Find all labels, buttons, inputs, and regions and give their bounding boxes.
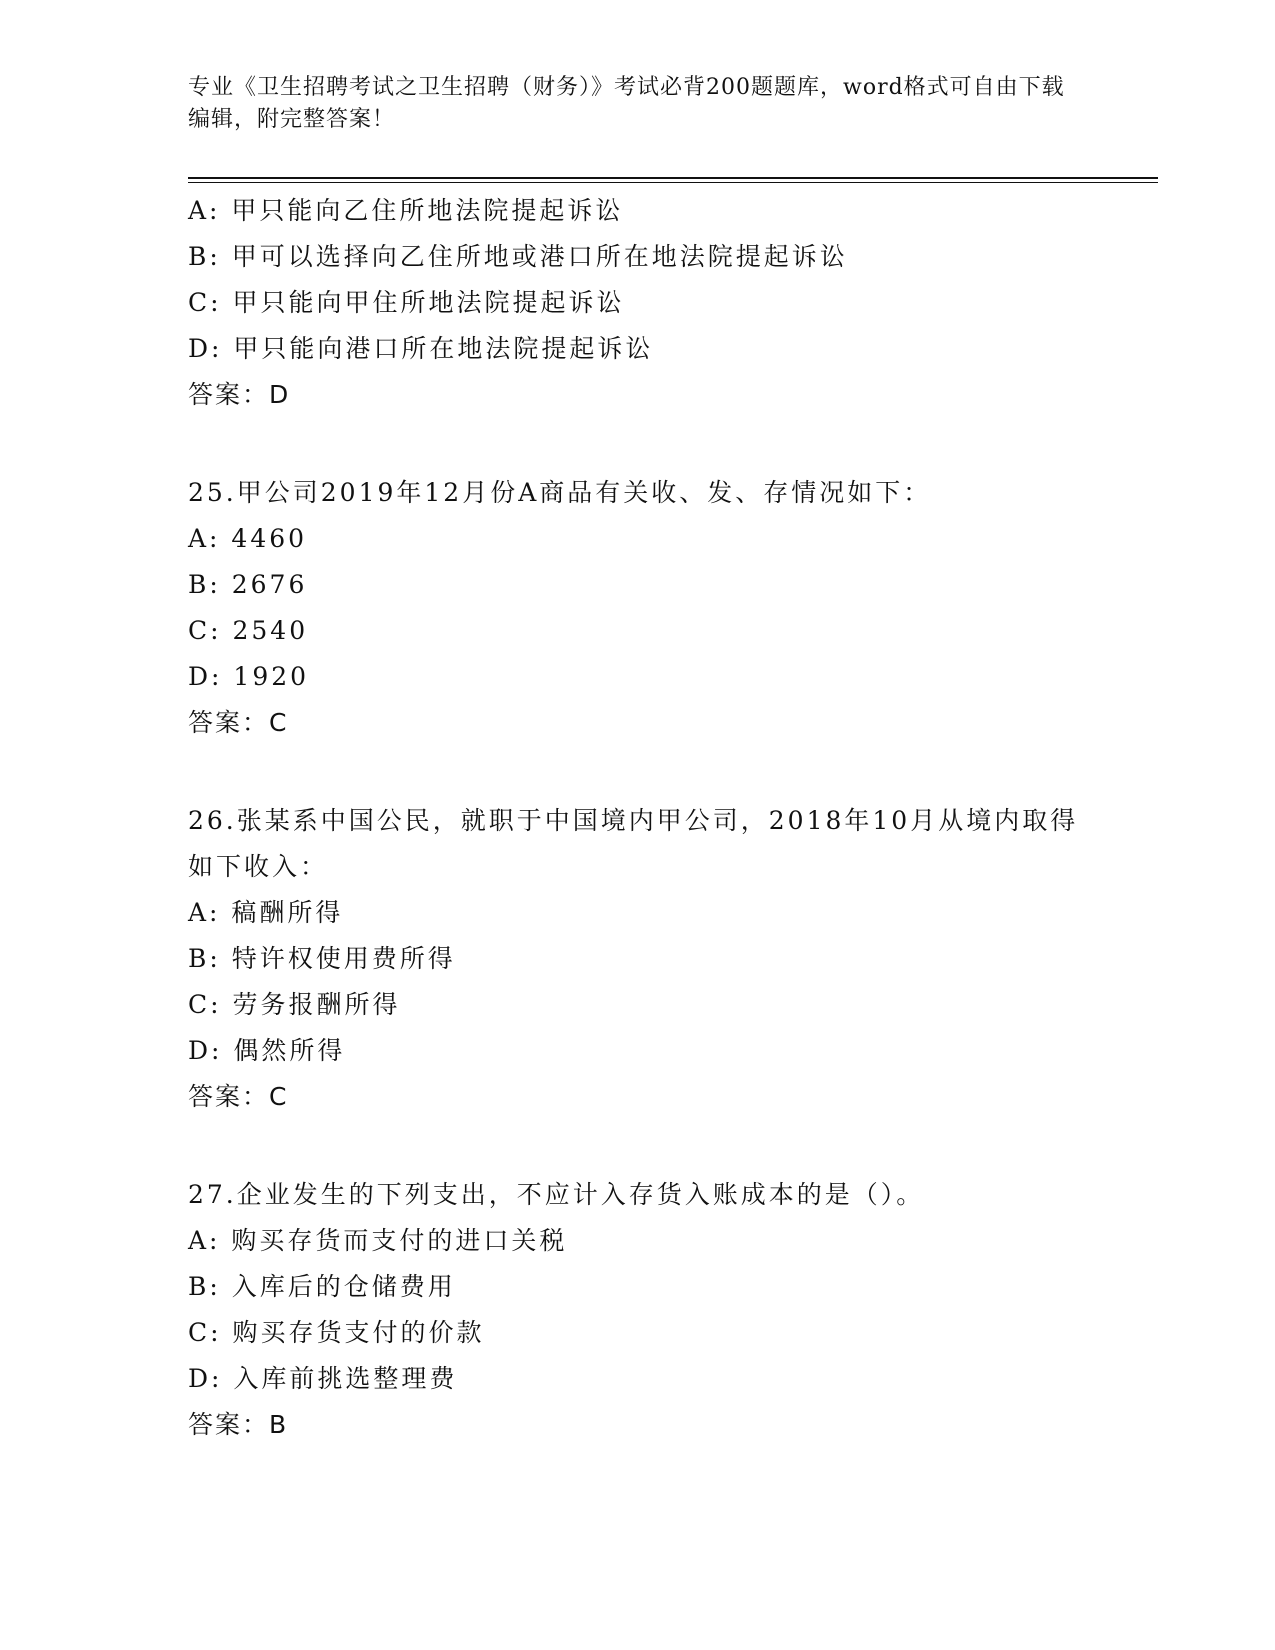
- question-text: 26.张某系中国公民，就职于中国境内甲公司，2018年10月从境内取得如下收入：: [188, 806, 1079, 881]
- option-a: A: 甲只能向乙住所地法院提起诉讼: [188, 196, 624, 225]
- option-b: B: 2676: [188, 570, 308, 599]
- question-list: [188, 188, 1088, 1448]
- answer-line: 答案：B: [188, 1410, 289, 1439]
- document-header: 专业《卫生招聘考试之卫生招聘（财务）》考试必背200题题库，word格式可自由下载编辑，附完整答案！: [188, 75, 1065, 132]
- block-spacer: [188, 418, 1088, 470]
- option-d: D: 入库前挑选整理费: [188, 1364, 458, 1393]
- question-block-26: [188, 798, 1088, 1120]
- answer-line: 答案：C: [188, 708, 289, 737]
- option-a: A: 稿酬所得: [188, 898, 344, 927]
- question-block-24: [188, 188, 1088, 418]
- question-block-25: [188, 470, 1088, 746]
- option-c: C: 2540: [188, 616, 309, 645]
- block-spacer: [188, 746, 1088, 798]
- answer-line: 答案：C: [188, 1082, 289, 1111]
- question-text: 25.甲公司2019年12月份A商品有关收、发、存情况如下：: [188, 478, 932, 507]
- question-text: 27.企业发生的下列支出，不应计入存货入账成本的是（）。: [188, 1180, 925, 1209]
- option-d: D: 甲只能向港口所在地法院提起诉讼: [188, 334, 654, 363]
- option-b: B: 入库后的仓储费用: [188, 1272, 456, 1301]
- answer-line: 答案：D: [188, 380, 291, 409]
- header-divider-thin: [188, 182, 1158, 183]
- block-spacer: [188, 1120, 1088, 1172]
- option-c: C: 购买存货支付的价款: [188, 1318, 485, 1347]
- question-block-27: [188, 1172, 1088, 1448]
- option-b: B: 甲可以选择向乙住所地或港口所在地法院提起诉讼: [188, 242, 848, 271]
- option-d: D: 偶然所得: [188, 1036, 346, 1065]
- option-a: A: 4460: [188, 524, 308, 553]
- option-b: B: 特许权使用费所得: [188, 944, 456, 973]
- header-divider-thick: [188, 177, 1158, 179]
- option-c: C: 甲只能向甲住所地法院提起诉讼: [188, 288, 625, 317]
- option-d: D: 1920: [188, 662, 310, 691]
- option-c: C: 劳务报酬所得: [188, 990, 401, 1019]
- option-a: A: 购买存货而支付的进口关税: [188, 1226, 568, 1255]
